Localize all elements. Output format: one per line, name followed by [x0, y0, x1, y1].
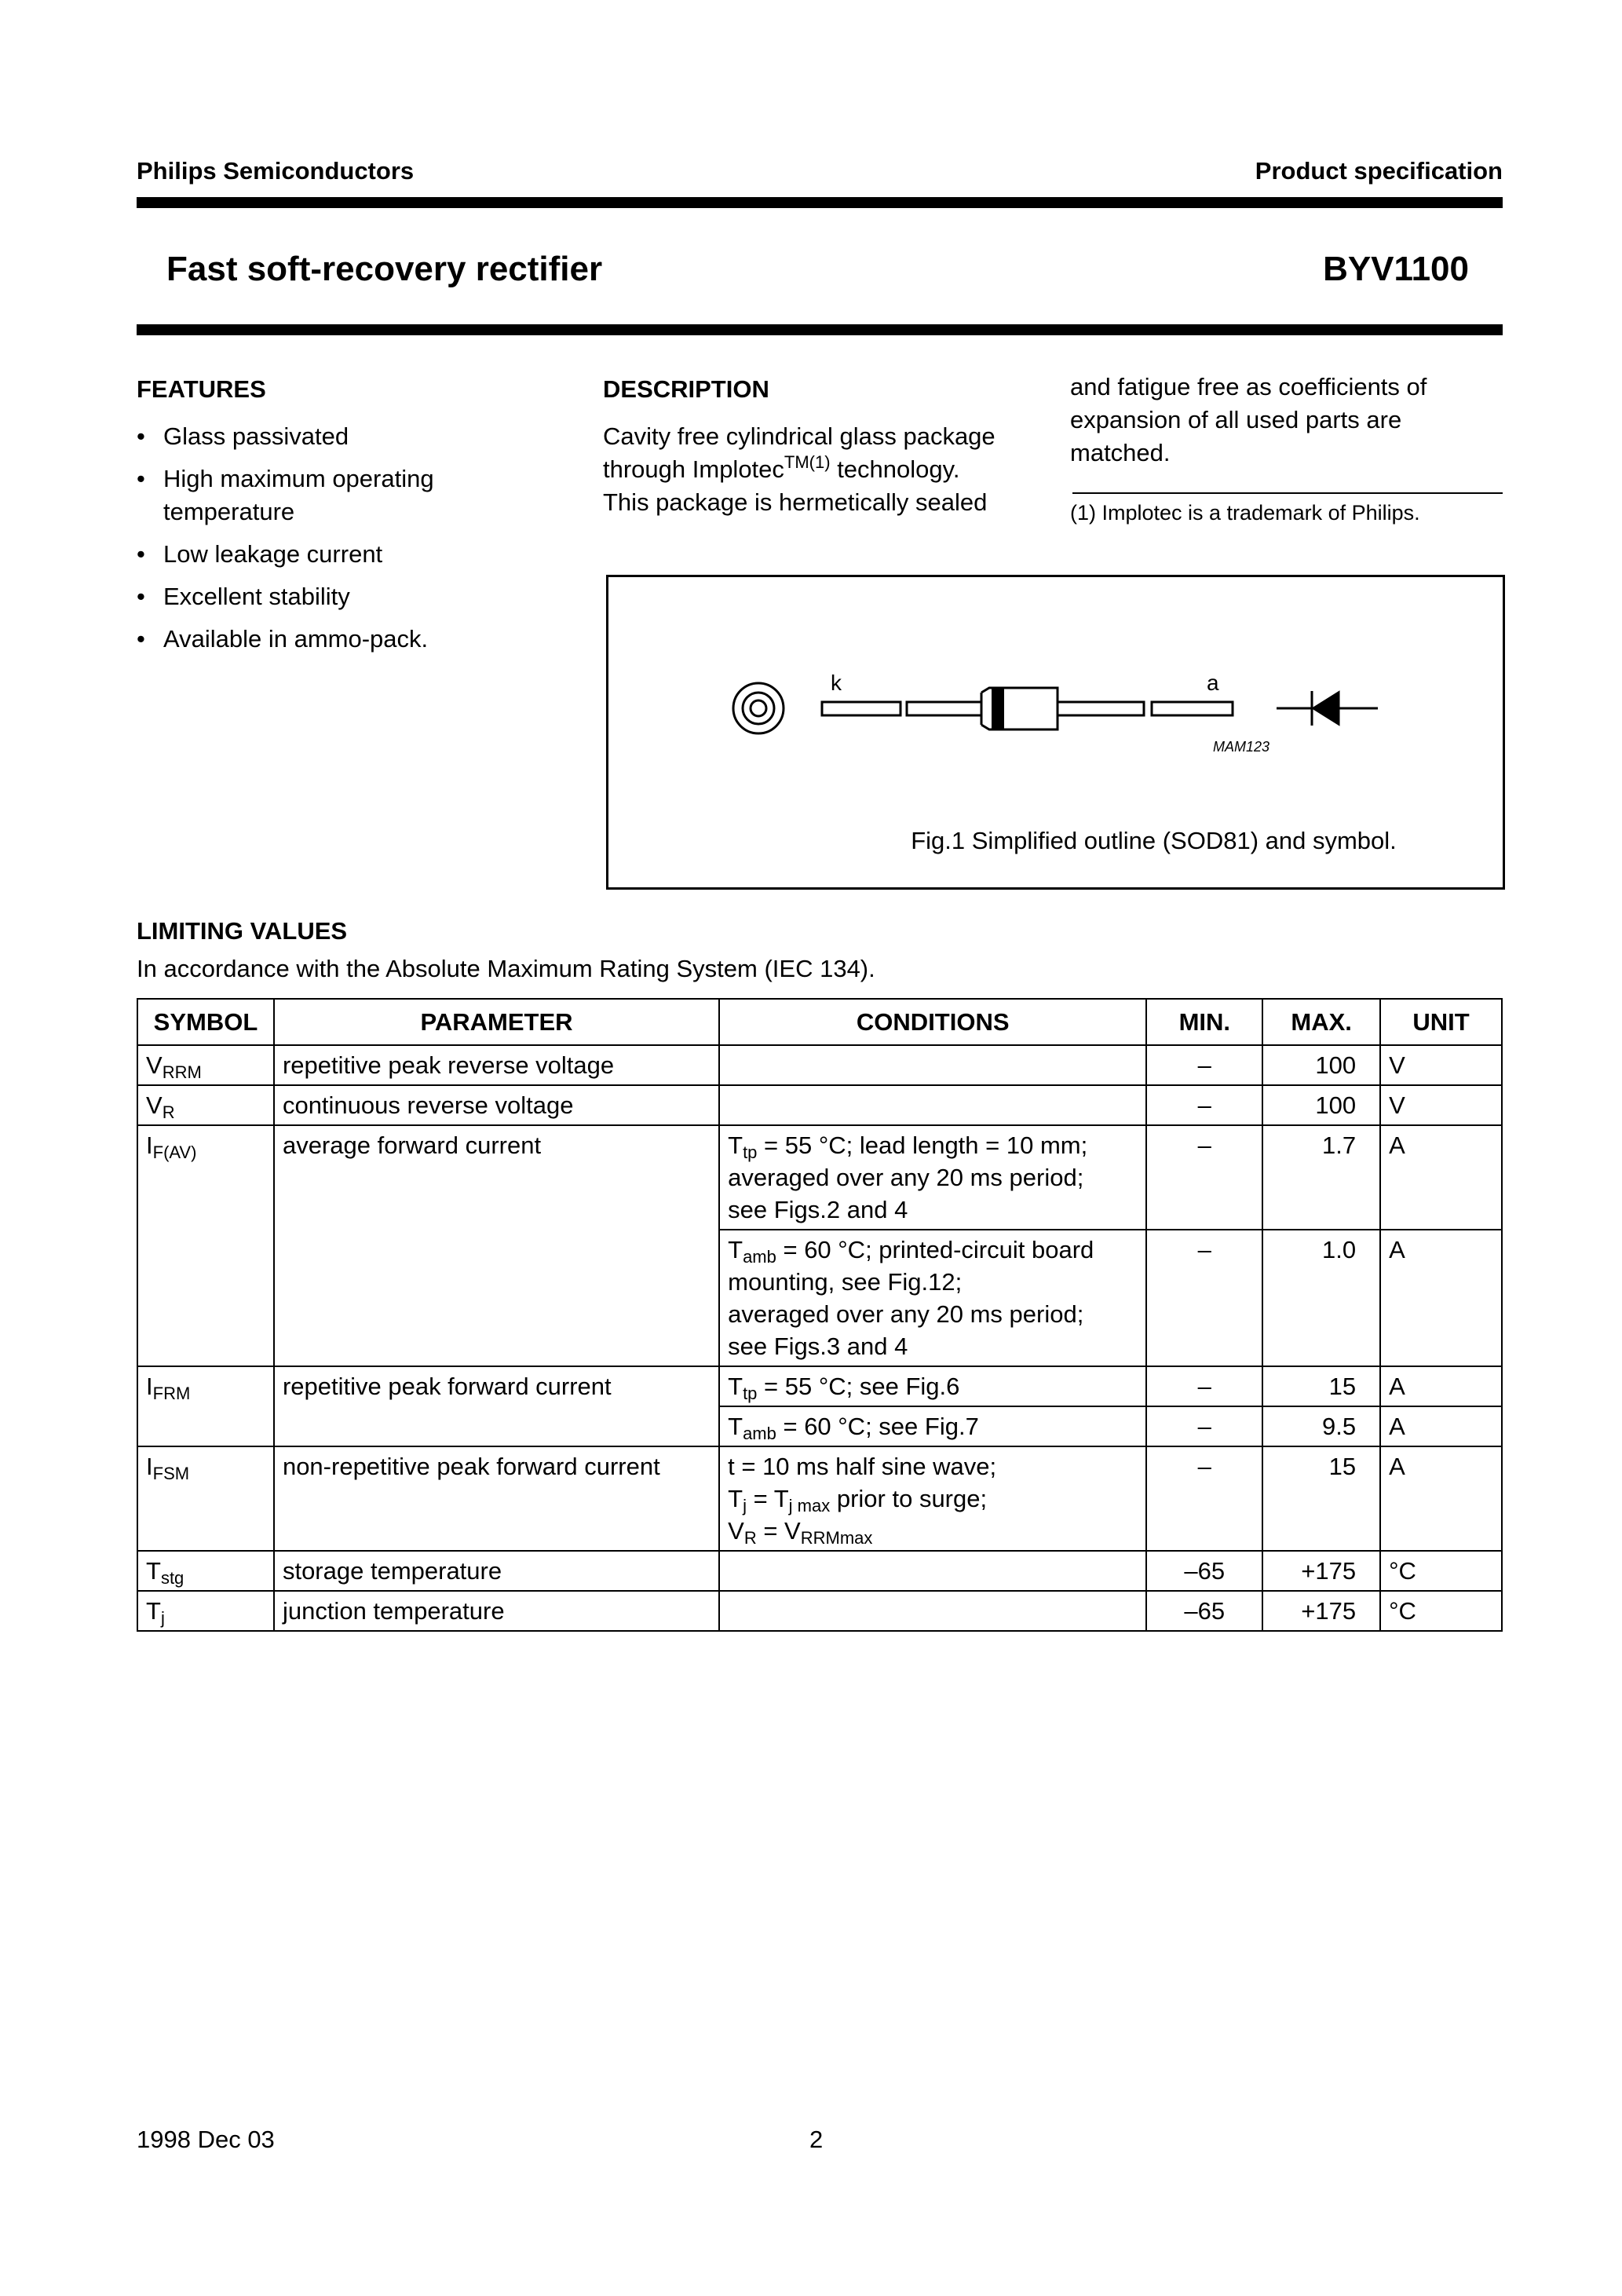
- feature-item: • Glass passivated: [137, 420, 482, 453]
- bullet-icon: •: [137, 422, 145, 450]
- description-line: Cavity free cylindrical glass package: [603, 422, 995, 450]
- parameter-cell: repetitive peak reverse voltage: [274, 1045, 719, 1085]
- footnote: (1) Implotec is a trademark of Philips.: [1070, 501, 1420, 525]
- symbol-cell: $I_{FSM}$: [137, 1446, 274, 1551]
- description-heading: DESCRIPTION: [603, 375, 769, 403]
- symbol-cell: $V_{RRM}$: [137, 1045, 274, 1085]
- bullet-icon: •: [137, 583, 145, 610]
- description-continued: and fatigue free as coefficients of expansion of all used parts are matched.: [1070, 373, 1427, 466]
- max-cell: 100: [1262, 1085, 1380, 1125]
- cathode-label: k: [831, 671, 842, 695]
- description-line: through Implotec$^{TM(1)}$ technology.: [603, 452, 960, 483]
- parameter-cell: storage temperature: [274, 1551, 719, 1591]
- feature-item: • Low leakage current: [137, 538, 482, 571]
- min-cell: –: [1146, 1230, 1262, 1366]
- max-cell: +175: [1262, 1551, 1380, 1591]
- parameter-cell: average forward current: [274, 1125, 719, 1366]
- anode-label: a: [1207, 671, 1219, 695]
- title-rule: [137, 324, 1503, 335]
- limiting-values-intro: In accordance with the Absolute Maximum Rating System (IEC 134).: [137, 955, 875, 982]
- conditions-cell: t = 10 ms half sine wave; $T_j = T_{j max}$ prior to surge; $V_R = V_{RRMmax}$: [719, 1446, 1146, 1551]
- unit-cell: A: [1380, 1406, 1502, 1446]
- conditions-cell: [719, 1085, 1146, 1125]
- feature-item: • Excellent stability: [137, 580, 482, 613]
- max-cell: 15: [1262, 1446, 1380, 1551]
- symbol-cell: $I_{F(AV)}$: [137, 1125, 274, 1366]
- min-cell: –: [1146, 1045, 1262, 1085]
- limiting-values-table: [137, 998, 1503, 1632]
- table-row: [137, 1366, 1502, 1406]
- unit-cell: °C: [1380, 1551, 1502, 1591]
- bullet-icon: •: [137, 540, 145, 568]
- max-cell: 15: [1262, 1366, 1380, 1406]
- conditions-cell: $T_{amb} = 60$ °C; printed-circuit board mounting, see Fig.12; averaged over any 20 ms period; see Figs.3 and 4: [719, 1230, 1146, 1366]
- parameter-cell: repetitive peak forward current: [274, 1366, 719, 1446]
- limiting-values-heading: LIMITING VALUES: [137, 917, 348, 945]
- unit-cell: A: [1380, 1125, 1502, 1230]
- features-list: [137, 420, 482, 665]
- bullet-icon: •: [137, 465, 145, 492]
- feature-item: • Available in ammo-pack.: [137, 623, 482, 656]
- bullet-icon: •: [137, 625, 145, 653]
- column-header: MAX.: [1262, 999, 1380, 1045]
- table-row: [137, 1591, 1502, 1631]
- footer-date: 1998 Dec 03: [137, 2126, 275, 2153]
- table-row: [137, 1125, 1502, 1230]
- header-rule: [137, 197, 1503, 208]
- symbol-cell: $T_{stg}$: [137, 1551, 274, 1591]
- features-heading: FEATURES: [137, 375, 266, 403]
- unit-cell: A: [1380, 1446, 1502, 1551]
- min-cell: –65: [1146, 1551, 1262, 1591]
- symbol-cell: $I_{FRM}$: [137, 1366, 274, 1446]
- max-cell: 9.5: [1262, 1406, 1380, 1446]
- unit-cell: A: [1380, 1230, 1502, 1366]
- min-cell: –: [1146, 1406, 1262, 1446]
- min-cell: –65: [1146, 1591, 1262, 1631]
- min-cell: –: [1146, 1446, 1262, 1551]
- figure-box: [606, 575, 1505, 890]
- unit-cell: V: [1380, 1045, 1502, 1085]
- table-row: [137, 1045, 1502, 1085]
- symbol-cell: $V_R$: [137, 1085, 274, 1125]
- table-row: [137, 1085, 1502, 1125]
- max-cell: 100: [1262, 1045, 1380, 1085]
- conditions-cell: $T_{tp} = 55$ °C; lead length = 10 mm; averaged over any 20 ms period; see Figs.2 and 4: [719, 1125, 1146, 1230]
- unit-cell: °C: [1380, 1591, 1502, 1631]
- symbol-cell: $T_j$: [137, 1591, 274, 1631]
- column-header: SYMBOL: [137, 999, 274, 1045]
- conditions-cell: [719, 1045, 1146, 1085]
- cathode-band: [992, 688, 1004, 729]
- conditions-cell: [719, 1551, 1146, 1591]
- min-cell: –: [1146, 1085, 1262, 1125]
- column-header: UNIT: [1380, 999, 1502, 1045]
- page-number: 2: [809, 2126, 824, 2153]
- parameter-cell: non-repetitive peak forward current: [274, 1446, 719, 1551]
- table-row: [137, 1551, 1502, 1591]
- figure-caption: Fig.1 Simplified outline (SOD81) and symbol.: [911, 827, 1397, 854]
- column-header: MIN.: [1146, 999, 1262, 1045]
- footnote-rule: [1072, 492, 1503, 494]
- max-cell: +175: [1262, 1591, 1380, 1631]
- description-text: [603, 420, 1043, 519]
- conditions-cell: $T_{tp} = 55$ °C; see Fig.6: [719, 1366, 1146, 1406]
- parameter-cell: junction temperature: [274, 1591, 719, 1631]
- max-cell: 1.0: [1262, 1230, 1380, 1366]
- figure-code: MAM123: [1213, 739, 1270, 755]
- min-cell: –: [1146, 1366, 1262, 1406]
- company-name: Philips Semiconductors: [137, 157, 415, 185]
- conditions-cell: $T_{amb} = 60$ °C; see Fig.7: [719, 1406, 1146, 1446]
- column-header: PARAMETER: [274, 999, 719, 1045]
- part-number: BYV1100: [1323, 250, 1469, 288]
- diode-package-icon: [822, 688, 1233, 729]
- min-cell: –: [1146, 1125, 1262, 1230]
- max-cell: 1.7: [1262, 1125, 1380, 1230]
- end-view-icon: [733, 683, 784, 733]
- product-title: Fast soft-recovery rectifier: [166, 250, 603, 288]
- sod81-outline-diagram: [608, 577, 1503, 813]
- conditions-cell: [719, 1591, 1146, 1631]
- description-line: This package is hermetically sealed: [603, 488, 988, 516]
- diode-symbol-icon: [1277, 691, 1378, 726]
- feature-item: • High maximum operating temperature: [137, 462, 482, 528]
- parameter-cell: continuous reverse voltage: [274, 1085, 719, 1125]
- table-row: [137, 1446, 1502, 1551]
- document-type: Product specification: [1255, 157, 1503, 185]
- table-header-row: [137, 999, 1502, 1045]
- unit-cell: A: [1380, 1366, 1502, 1406]
- unit-cell: V: [1380, 1085, 1502, 1125]
- column-header: CONDITIONS: [719, 999, 1146, 1045]
